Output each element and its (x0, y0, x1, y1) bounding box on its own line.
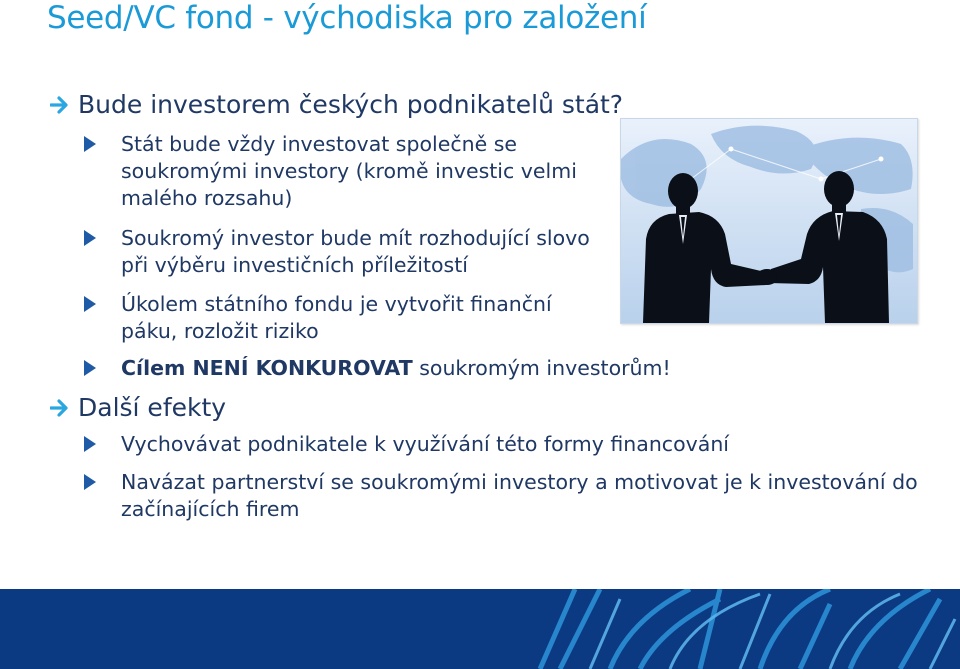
handshake-businessmen-icon (621, 119, 917, 323)
handshake-image (620, 118, 918, 324)
slide-title: Seed/VC fond - východiska pro založení (47, 0, 647, 36)
footer-band (0, 589, 960, 669)
section-heading-state-investor (50, 90, 623, 119)
list-item (84, 225, 590, 279)
arrow-right-icon (50, 397, 70, 419)
footer-decoration-icon (0, 589, 960, 669)
list-item-line: páku, rozložit riziko (121, 319, 319, 343)
triangle-bullet-icon (84, 136, 96, 152)
list-item (84, 355, 671, 382)
triangle-bullet-icon (84, 230, 96, 246)
list-item (84, 431, 729, 458)
list-item (84, 291, 552, 345)
list-item-line: soukromými investory (kromě investic velmi (121, 159, 577, 183)
list-item-line: při výběru investičních příležitostí (121, 253, 468, 277)
section-heading-other-effects (50, 393, 226, 422)
list-item (84, 131, 577, 212)
triangle-bullet-icon (84, 296, 96, 312)
list-item-rest: soukromým investorům! (412, 356, 671, 380)
list-item-line: Stát bude vždy investovat společně se (121, 132, 518, 156)
list-item-line: Vychovávat podnikatele k využívání této formy financování (121, 432, 730, 456)
section-heading-label: Bude investorem českých podnikatelů stát? (78, 90, 624, 119)
section-heading-label: Další efekty (78, 393, 227, 422)
triangle-bullet-icon (84, 360, 96, 376)
list-item-line: Úkolem státního fondu je vytvořit finanční (121, 292, 552, 316)
list-item-bold: Cílem NENÍ KONKUROVAT (121, 356, 413, 380)
list-item (84, 469, 918, 523)
arrow-right-icon (50, 94, 70, 116)
list-item-line: začínajících firem (121, 497, 300, 521)
triangle-bullet-icon (84, 474, 96, 490)
list-item-line: Soukromý investor bude mít rozhodující slovo (121, 226, 590, 250)
list-item-line: malého rozsahu) (121, 186, 293, 210)
list-item-line: Navázat partnerství se soukromými investory a motivovat je k investování do (121, 470, 918, 494)
triangle-bullet-icon (84, 436, 96, 452)
